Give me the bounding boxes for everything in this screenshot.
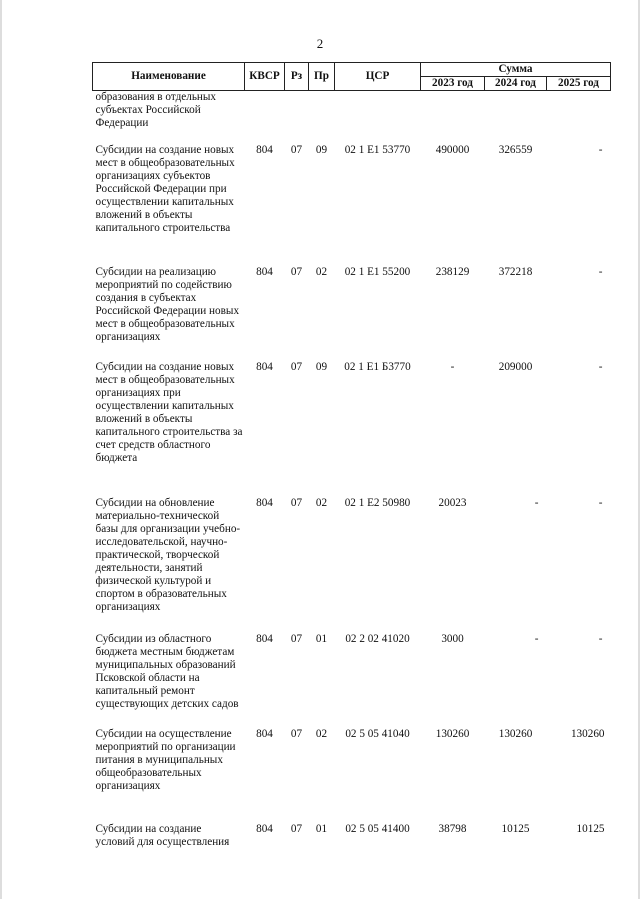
row-name: Субсидии на осуществление мероприятий по организации питания в муниципальных общеобразовательных организациях	[95, 727, 236, 792]
row-2024: 130260	[498, 727, 533, 740]
row-kvsr: 804	[256, 496, 273, 509]
row-rz: 07	[290, 496, 303, 509]
row-csr: 02 5 05 41400	[345, 822, 410, 835]
header-rz: Рз	[285, 63, 309, 91]
row-2024: 209000	[498, 360, 533, 373]
row-rz: 07	[290, 822, 303, 835]
row-csr: 02 1 E1 53770	[344, 143, 411, 156]
row-2025: 130260	[570, 727, 605, 740]
row-name: Субсидии на реализацию мероприятий по содействию создания в субъектах Российской Федерации новых мест в общеобразовательных организациях	[95, 265, 240, 343]
row-2023: 238129	[435, 265, 470, 278]
table-row	[93, 144, 611, 266]
row-name: Субсидии из областного бюджета местным бюджетам муниципальных образований Псковской области на капитальный ремонт существующих детских садов	[95, 632, 239, 710]
row-csr: 02 1 E1 Б3770	[344, 360, 411, 373]
budget-table	[92, 62, 611, 853]
row-2023: 38798	[438, 822, 467, 835]
row-2023: -	[450, 360, 455, 373]
scan-edge-left	[0, 0, 2, 899]
table-header	[93, 63, 611, 91]
header-sum: Сумма	[421, 63, 611, 77]
row-rz: 07	[290, 727, 303, 740]
row-kvsr: 804	[256, 360, 273, 373]
table-row	[93, 497, 611, 633]
row-kvsr: 804	[256, 143, 273, 156]
row-csr: 02 1 E1 55200	[344, 265, 411, 278]
row-pr: 02	[315, 496, 328, 509]
row-2024: -	[534, 632, 539, 645]
header-2025: 2025 год	[547, 77, 611, 91]
row-2025: -	[598, 143, 603, 156]
table-row	[93, 266, 611, 361]
row-2025: -	[598, 265, 603, 278]
row-2024: -	[534, 496, 539, 509]
row-rz	[285, 91, 309, 144]
row-csr: 02 1 E2 50980	[344, 496, 411, 509]
table-row	[93, 633, 611, 728]
row-pr: 02	[315, 727, 328, 740]
row-2025: -	[598, 632, 603, 645]
row-name: Субсидии на создание новых мест в общеобразовательных организациях субъектов Российской Федерации при осуществлении капитальных вложений в объекты капитального строительства	[95, 143, 235, 234]
row-2024: 10125	[501, 822, 530, 835]
header-name: Наименование	[93, 63, 245, 91]
row-pr: 09	[315, 360, 328, 373]
row-pr: 02	[315, 265, 328, 278]
row-name: Субсидии на обновление материально-технической базы для организации учебно-исследовательской, научно-практической, творческой деятельности, занятий физической культурой и спортом в образовательных организациях	[95, 496, 241, 613]
table-row	[93, 91, 611, 144]
table-row	[93, 823, 611, 853]
row-rz: 07	[290, 143, 303, 156]
header-csr: ЦСР	[335, 63, 421, 91]
row-kvsr: 804	[256, 632, 273, 645]
row-2025: 10125	[576, 822, 605, 835]
row-name: Субсидии на создание условий для осуществления	[95, 822, 230, 848]
header-2024: 2024 год	[485, 77, 547, 91]
row-pr: 09	[315, 143, 328, 156]
header-pr: Пр	[309, 63, 335, 91]
row-2023: 130260	[435, 727, 470, 740]
row-2025: -	[598, 360, 603, 373]
row-2024: 372218	[498, 265, 533, 278]
table-body	[93, 91, 611, 853]
row-rz: 07	[290, 265, 303, 278]
row-pr: 01	[315, 822, 328, 835]
row-pr	[309, 91, 335, 144]
row-pr: 01	[315, 632, 328, 645]
row-2024	[485, 91, 547, 144]
row-2023: 3000	[441, 632, 464, 645]
row-kvsr: 804	[256, 822, 273, 835]
header-2023: 2023 год	[421, 77, 485, 91]
row-2025: -	[598, 496, 603, 509]
row-kvsr	[245, 91, 285, 144]
row-2024: 326559	[498, 143, 533, 156]
row-2023: 490000	[435, 143, 470, 156]
table-row	[93, 728, 611, 823]
row-2025	[547, 91, 611, 144]
row-kvsr: 804	[256, 265, 273, 278]
row-2023	[421, 91, 485, 144]
row-name: Субсидии на создание новых мест в общеобразовательных организациях при осуществлении капитальных вложений в объекты капитального строительства за счет средств областного бюджета	[95, 360, 243, 464]
row-rz: 07	[290, 632, 303, 645]
page-number: 2	[316, 36, 324, 51]
row-name: образования в отдельных субъектах Российской Федерации	[95, 91, 217, 129]
row-csr	[335, 91, 421, 144]
row-csr: 02 5 05 41040	[345, 727, 410, 740]
row-rz: 07	[290, 360, 303, 373]
table-row	[93, 361, 611, 497]
row-csr: 02 2 02 41020	[345, 632, 410, 645]
header-kvsr: КВСР	[245, 63, 285, 91]
row-2023: 20023	[438, 496, 467, 509]
row-kvsr: 804	[256, 727, 273, 740]
